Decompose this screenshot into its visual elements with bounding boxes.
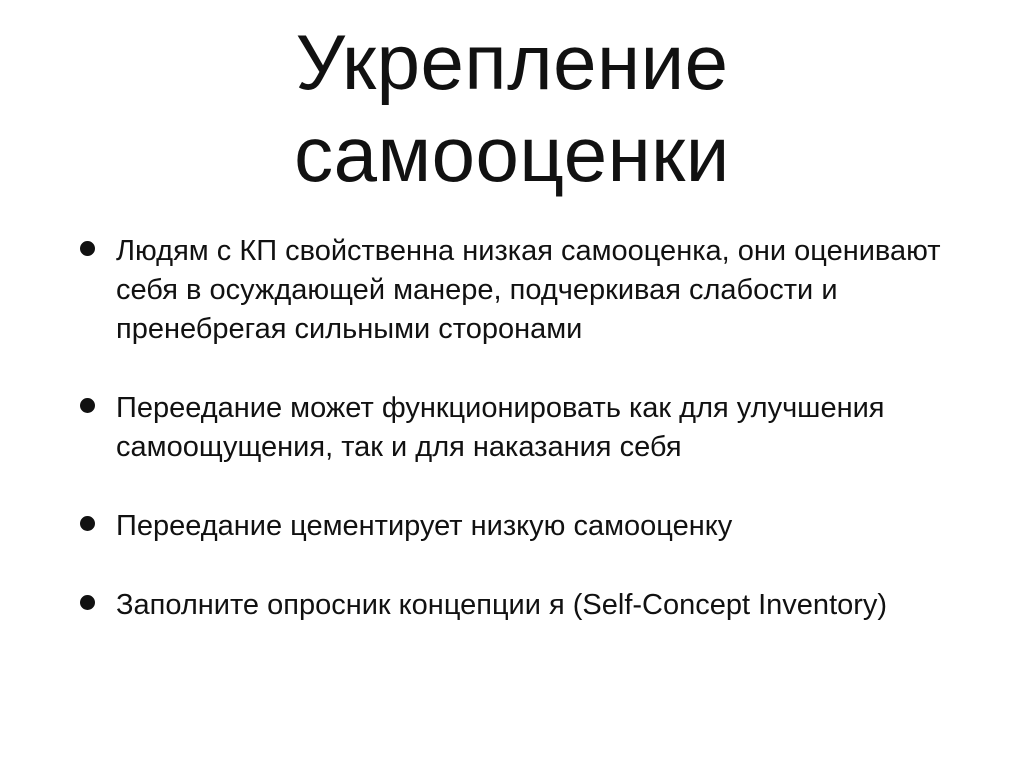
- bullet-dot-icon: [80, 398, 95, 413]
- bullet-dot-icon: [80, 516, 95, 531]
- bullet-item: [80, 389, 960, 467]
- bullet-list: [80, 232, 960, 665]
- bullet-item: [80, 232, 960, 349]
- bullet-text: Людям с КП свойственна низкая самооценка, они оценивают себя в осуждающей манере, подчеркивая слабости и пренебрегая сильными сторонами: [116, 235, 941, 345]
- bullet-dot-icon: [80, 595, 95, 610]
- bullet-text: Заполните опросник концепции я (Self-Concept Inventory): [116, 589, 888, 621]
- slide-title: [0, 16, 1024, 200]
- bullet-text: Переедание цементирует низкую самооценку: [116, 510, 733, 542]
- bullet-item: [80, 586, 960, 625]
- bullet-text: Переедание может функционировать как для улучшения самоощущения, так и для наказания себя: [116, 392, 885, 463]
- bullet-dot-icon: [80, 241, 95, 256]
- slide-title-line-2: самооценки: [294, 110, 730, 198]
- bullet-item: [80, 507, 960, 546]
- slide-title-line-1: Укрепление: [295, 18, 729, 106]
